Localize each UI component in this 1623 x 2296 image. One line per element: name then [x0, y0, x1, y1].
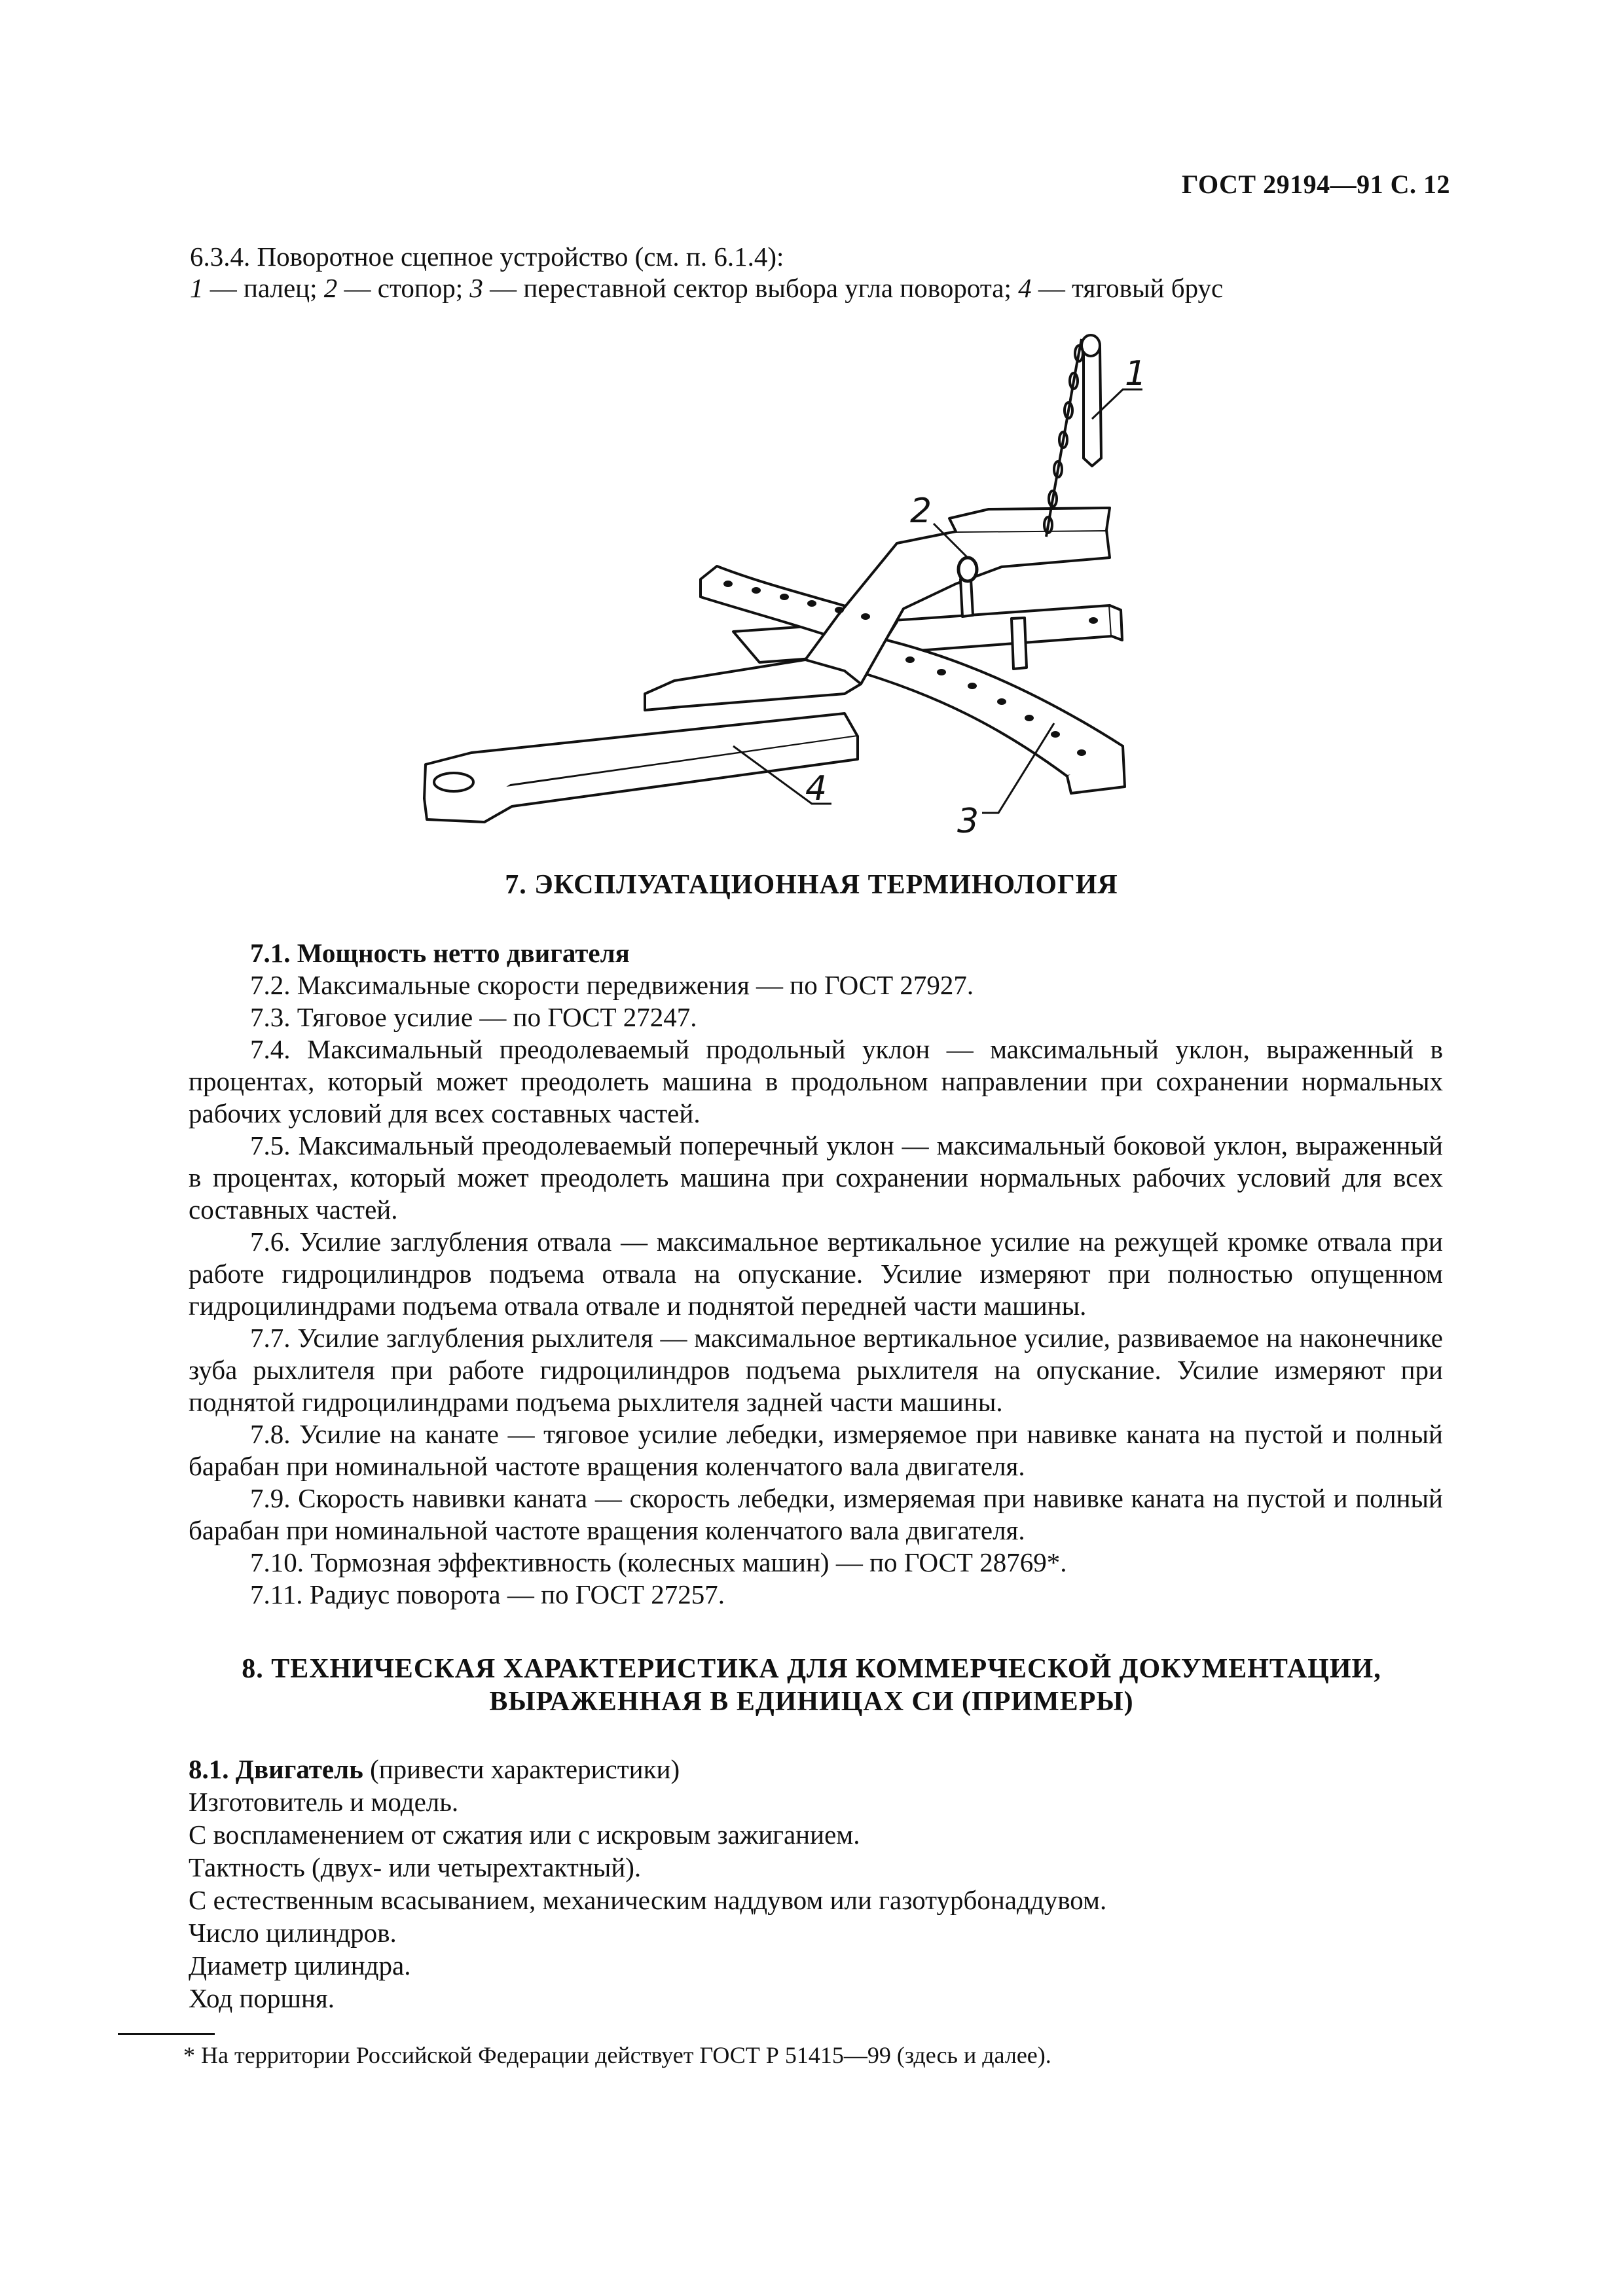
clause-7-10: 7.10. Тормозная эффективность (колесных машин) — по ГОСТ 28769*.	[250, 1547, 1067, 1577]
page-header: ГОСТ 29194—91 С. 12	[1181, 170, 1450, 199]
legend-num-4: 4	[1018, 273, 1032, 303]
list-item: Диаметр цилиндра.	[189, 1950, 411, 1981]
label-1: 1	[1125, 354, 1147, 393]
clause-7-7: 7.7. Усилие заглубления рыхлителя — максимальное вертикальное усилие, развиваемое на наконечнике зуба рыхлителя при работе гидроцилиндров подъема рыхлителя на опускание. Усилие измеряют при поднятой гидроцилиндрами подъема рыхлителя задней части машины.	[189, 1323, 1443, 1417]
section-8-title-line1: 8. ТЕХНИЧЕСКАЯ ХАРАКТЕРИСТИКА ДЛЯ КОММЕРЧЕСКОЙ ДОКУМЕНТАЦИИ,	[242, 1654, 1381, 1684]
label-3: 3	[957, 802, 979, 838]
vertical-post	[1012, 618, 1027, 669]
list-item: Ход поршня.	[189, 1983, 335, 2013]
legend-text-1: — палец;	[203, 273, 324, 303]
label-4: 4	[805, 769, 828, 808]
legend-text-4: — тяговый брус	[1031, 273, 1224, 303]
section-8-title-line2: ВЫРАЖЕННАЯ В ЕДИНИЦАХ СИ (ПРИМЕРЫ)	[489, 1687, 1134, 1717]
clause-8-1-title: Двигатель	[235, 1754, 363, 1784]
figure-caption-legend	[190, 272, 1223, 304]
legend-num-2: 2	[323, 273, 338, 303]
list-item: Изготовитель и модель.	[189, 1787, 459, 1817]
legend-text-2: — стопор;	[337, 273, 470, 303]
footnote-divider	[118, 2033, 215, 2035]
clause-7-1-title: Мощность нетто двигателя	[297, 938, 630, 968]
figure-caption-title: 6.3.4. Поворотное сцепное устройство (см. п. 6.1.4):	[190, 242, 784, 272]
list-item: С воспламенением от сжатия или с искровым зажиганием.	[189, 1820, 860, 1850]
clause-8-1-rest: (привести характеристики)	[363, 1754, 680, 1784]
clause-7-5: 7.5. Максимальный преодолеваемый поперечный уклон — максимальный боковой уклон, выраженный в процентах, который может преодолеть машина при сохранении нормальных рабочих условий для всех составных частей.	[189, 1130, 1443, 1225]
list-item: Число цилиндров.	[189, 1918, 397, 1948]
list-item: Тактность (двух- или четырехтактный).	[189, 1852, 642, 1882]
tow-eye	[434, 773, 473, 791]
list-item: С естественным всасыванием, механическим наддувом или газотурбонаддувом.	[189, 1885, 1107, 1915]
coupling-device-drawing	[393, 327, 1205, 838]
clause-7-11: 7.11. Радиус поворота — по ГОСТ 27257.	[250, 1579, 725, 1609]
lock-pin	[960, 579, 973, 617]
finger-pin	[1084, 347, 1101, 466]
clause-7-1-number: 7.1.	[250, 938, 291, 968]
footnote: * На территории Российской Федерации действует ГОСТ Р 51415—99 (здесь и далее).	[183, 2042, 1051, 2068]
clause-7-3: 7.3. Тяговое усилие — по ГОСТ 27247.	[250, 1002, 697, 1032]
legend-text-3: — переставной сектор выбора угла поворота;	[483, 273, 1019, 303]
clause-7-6: 7.6. Усилие заглубления отвала — максимальное вертикальное усилие на режущей кромке отвала при работе гидроцилиндров подъема отвала на опускание. Усилие измеряют при полностью опущенном гидроцилиндрами подъема отвала отвале и поднятой передней части машины.	[189, 1227, 1443, 1321]
label-2: 2	[910, 492, 932, 531]
clause-7-9: 7.9. Скорость навивки каната — скорость лебедки, измеряемая при навивке каната на пустой и полный барабан при номинальной частоте вращения коленчатого вала двигателя.	[189, 1483, 1443, 1545]
clause-7-8: 7.8. Усилие на канате — тяговое усилие лебедки, измеряемое при навивке каната на пустой и полный барабан при номинальной частоте вращения коленчатого вала двигателя.	[189, 1419, 1443, 1481]
clause-8-1-number: 8.1.	[189, 1754, 229, 1784]
clause-7-4: 7.4. Максимальный преодолеваемый продольный уклон — максимальный уклон, выраженный в процентах, который может преодолеть машина в продольном направлении при сохранении нормальных рабочих условий для всех составных частей.	[189, 1034, 1443, 1128]
legend-num-3: 3	[469, 273, 483, 303]
clause-7-2: 7.2. Максимальные скорости передвижения — по ГОСТ 27927.	[250, 970, 974, 1000]
legend-num-1: 1	[190, 273, 204, 303]
clause-7-1	[189, 937, 1443, 969]
section-7-title: 7. ЭКСПЛУАТАЦИОННАЯ ТЕРМИНОЛОГИЯ	[505, 870, 1118, 900]
clause-8-1	[189, 1753, 680, 1785]
